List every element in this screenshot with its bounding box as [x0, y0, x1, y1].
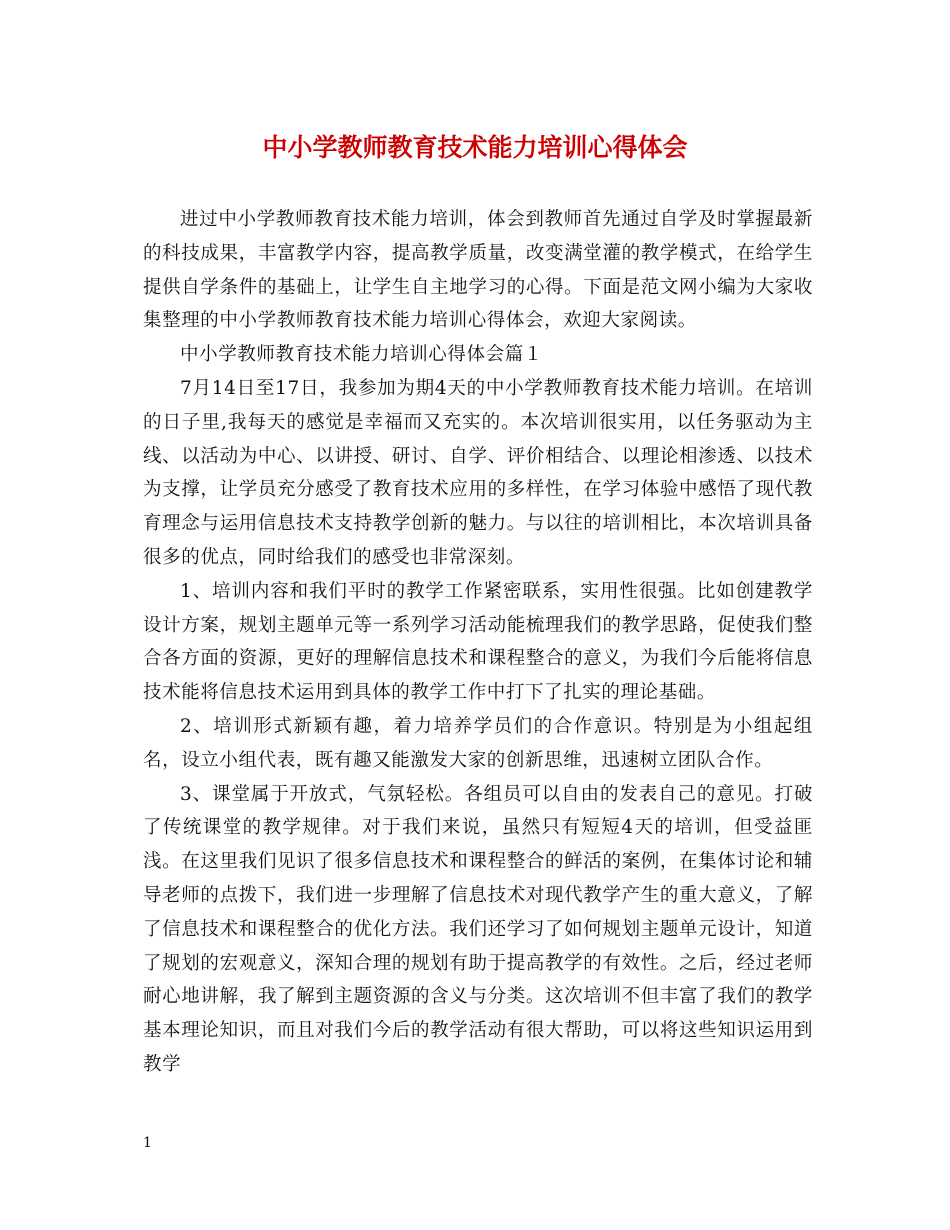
paragraph-point-3: 3、课堂属于开放式，气氛轻松。各组员可以自由的发表自己的意见。打破了传统课堂的教学规律。对于我们来说，虽然只有短短4天的培训，但受益匪浅。在这里我们见识了很多信息技术和课程整合的鲜活的案例，在集体讨论和辅导老师的点拨下，我们进一步理解了信息技术对现代教学产生的重大意义，了解了信息技术和课程整合的优化方法。我们还学习了如何规划主题单元设计，知道了规划的宏观意义，深知合理的规划有助于提高教学的有效性。之后，经过老师耐心地讲解，我了解到主题资源的含义与分类。这次培训不但丰富了我们的教学基本理论知识，而且对我们今后的教学活动有很大帮助，可以将这些知识运用到教学 — [143, 783, 813, 1075]
paragraph-intro: 进过中小学教师教育技术能力培训，体会到教师首先通过自学及时掌握最新的科技成果，丰富教学内容，提高教学质量，改变满堂灌的教学模式，在给学生提供自学条件的基础上，让学生自主地学习的心得。下面是范文网小编为大家收集整理的中小学教师教育技术能力培训心得体会，欢迎大家阅读。 — [143, 209, 813, 332]
document-title: 中小学教师教育技术能力培训心得体会 — [262, 133, 688, 162]
paragraph-section-heading: 中小学教师教育技术能力培训心得体会篇１ — [180, 344, 543, 366]
paragraph-training-overview: 7月14日至17日，我参加为期4天的中小学教师教育技术能力培训。在培训的日子里,我每天的感觉是幸福而又充实的。本次培训很实用，以任务驱动为主线、以活动为中心、以讲授、研讨、自学、评价相结合、以理论相渗透、以技术为支撑，让学员充分感受了教育技术应用的多样性，在学习体验中感悟了现代教育理念与运用信息技术支持教学创新的魅力。与以往的培训相比，本次培训具备很多的优点，同时给我们的感受也非常深刻。 — [143, 377, 813, 568]
document-body — [143, 203, 813, 1082]
paragraph-point-2: 2、培训形式新颖有趣，着力培养学员们的合作意识。特别是为小组起组名，设立小组代表，既有趣又能激发大家的创新思维，迅速树立团队合作。 — [143, 715, 813, 771]
page-number: 1 — [143, 1135, 152, 1151]
paragraph-point-1: 1、培训内容和我们平时的教学工作紧密联系，实用性很强。比如创建教学设计方案，规划主题单元等一系列学习活动能梳理我们的教学思路，促使我们整合各方面的资源，更好的理解信息技术和课程整合的意义，为我们今后能将信息技术能将信息技术运用到具体的教学工作中打下了扎实的理论基础。 — [143, 580, 813, 704]
